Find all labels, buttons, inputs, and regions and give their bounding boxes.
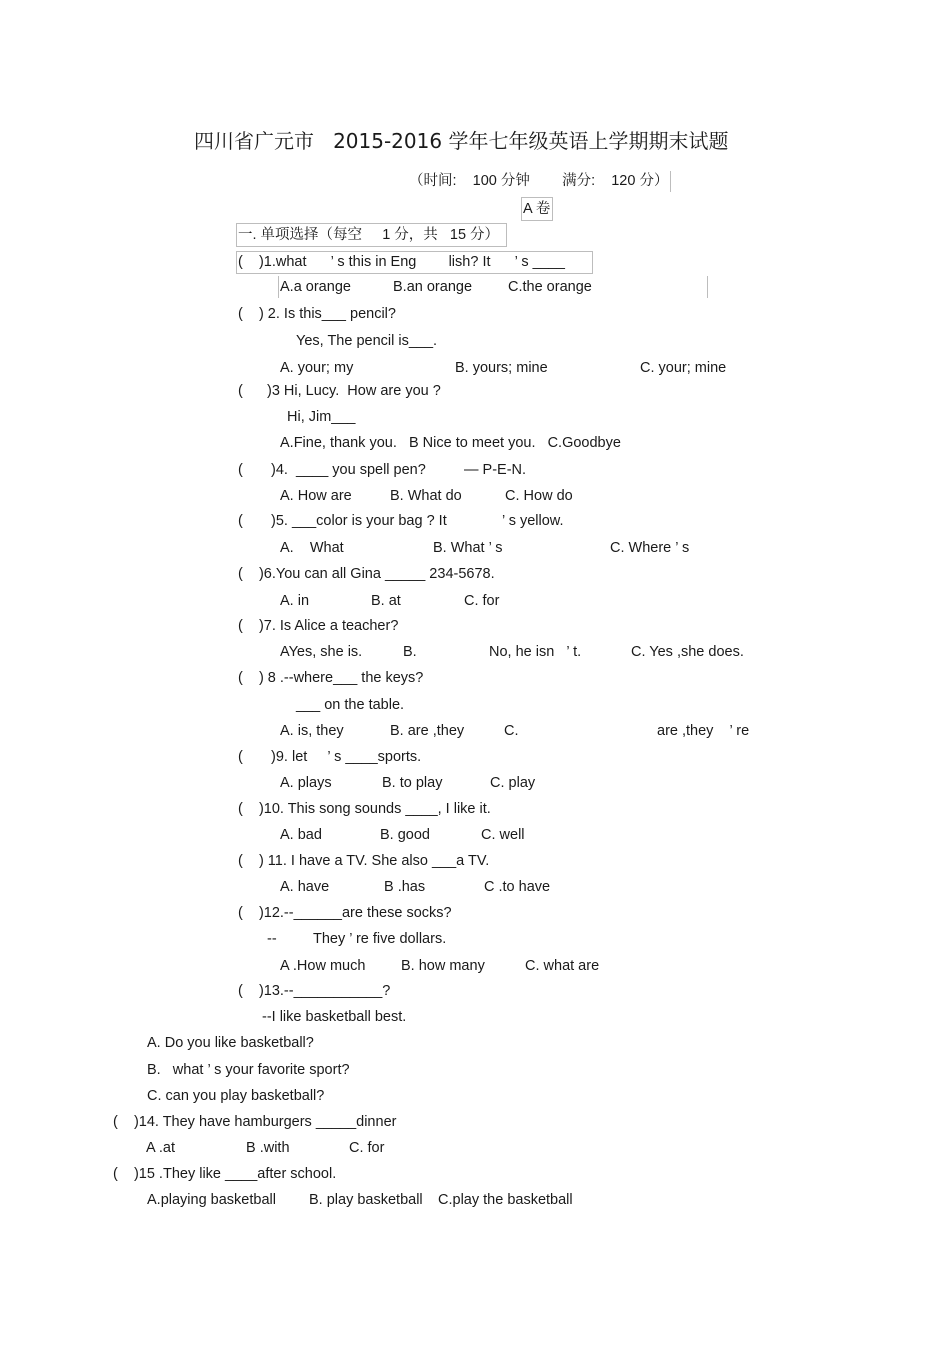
q4-stem: ( )4. ____ you spell pen?	[238, 462, 426, 478]
q8-reply: ___ on the table.	[296, 697, 405, 713]
q13-option-a: A. Do you like basketball?	[147, 1035, 314, 1051]
q12-stem: ( )12.--______are these socks?	[238, 905, 452, 921]
q5-option-c: C. Where ’ s	[610, 540, 690, 556]
section-heading: 一. 单项选择（每空 1 分，共 15 分）	[238, 227, 500, 243]
q1-option-a: A.a orange	[280, 279, 351, 295]
q2-stem: ( ) 2. Is this___ pencil?	[238, 306, 396, 322]
q12-option-a: A .How much	[280, 958, 366, 974]
q7-option-b-text: No, he isn ’ t.	[489, 644, 582, 660]
q5-stem-tail: ’ s yellow.	[502, 513, 564, 529]
q2-reply: Yes, The pencil is___.	[296, 333, 438, 349]
q4-option-c: C. How do	[505, 488, 573, 504]
q7-stem: ( )7. Is Alice a teacher?	[238, 618, 399, 634]
q8-option-a: A. is, they	[280, 723, 344, 739]
q13-option-c: C. can you play basketball?	[147, 1088, 325, 1104]
q10-option-a: A. bad	[280, 827, 322, 843]
q13-reply: --I like basketball best.	[262, 1009, 407, 1025]
q6-option-a: A. in	[280, 593, 310, 609]
q11-stem: ( ) 11. I have a TV. She also ___a TV.	[238, 853, 490, 869]
q14-option-b: B .with	[246, 1140, 290, 1156]
q2-option-b: B. yours; mine	[455, 360, 548, 376]
q4-option-a: A. How are	[280, 488, 352, 504]
q7-option-c: C. Yes ,she does.	[631, 644, 744, 660]
q13-option-b: B. what ’ s your favorite sport?	[147, 1062, 350, 1078]
q6-stem: ( )6.You can all Gina _____ 234-5678.	[238, 566, 495, 582]
divider	[670, 171, 671, 192]
page-title: 四川省广元市 2015-2016 学年七年级英语上学期期末试题	[194, 129, 729, 153]
q3-stem: ( )3 Hi, Lucy. How are you ?	[238, 383, 441, 399]
q6-option-c: C. for	[464, 593, 500, 609]
q14-option-c: C. for	[349, 1140, 385, 1156]
q2-option-c: C. your; mine	[640, 360, 727, 376]
q4-option-b: B. What do	[390, 488, 462, 504]
q8-stem: ( ) 8 .--where___ the keys?	[238, 670, 424, 686]
q3-reply: Hi, Jim___	[287, 409, 356, 425]
q5-option-a: A. What	[280, 540, 344, 556]
q4-reply: — P-E-N.	[464, 462, 527, 478]
volume-label: A 卷	[523, 201, 551, 217]
q8-option-c: C.	[504, 723, 519, 739]
q6-option-b: B. at	[371, 593, 401, 609]
q7-option-b: B.	[403, 644, 417, 660]
q9-option-b: B. to play	[382, 775, 443, 791]
q12-dash: --	[267, 931, 277, 947]
q12-option-c: C. what are	[525, 958, 600, 974]
q11-option-a: A. have	[280, 879, 330, 895]
q11-option-b: B .has	[384, 879, 426, 895]
q9-option-c: C. play	[490, 775, 536, 791]
q8-option-b: B. are ,they	[390, 723, 465, 739]
q11-option-c: C .to have	[484, 879, 551, 895]
q15-option-c: C.play the basketball	[438, 1192, 573, 1208]
q10-option-c: C. well	[481, 827, 525, 843]
q10-option-b: B. good	[380, 827, 430, 843]
q1-stem: ( )1.what ’ s this in Eng lish? It ’ s ____	[238, 254, 565, 270]
q12-reply: They ’ re five dollars.	[313, 931, 447, 947]
q9-option-a: A. plays	[280, 775, 332, 791]
q7-option-a: AYes, she is.	[280, 644, 363, 660]
q1-option-c: C.the orange	[508, 279, 592, 295]
q1-option-b: B.an orange	[393, 279, 473, 295]
q2-option-a: A. your; my	[280, 360, 354, 376]
q10-stem: ( )10. This song sounds ____, I like it.	[238, 801, 491, 817]
q14-stem: ( )14. They have hamburgers _____dinner	[113, 1114, 397, 1130]
q15-stem: ( )15 .They like ____after school.	[113, 1166, 337, 1182]
q13-stem: ( )13.--___________?	[238, 983, 391, 999]
q14-option-a: A .at	[146, 1140, 176, 1156]
exam-time-info: （时间: 100 分钟 满分: 120 分）	[409, 173, 669, 189]
q15-option-b: B. play basketball	[309, 1192, 423, 1208]
q9-stem: ( )9. let ’ s ____sports.	[238, 749, 422, 765]
q3-options: A.Fine, thank you. B Nice to meet you. C.Goodbye	[280, 435, 621, 451]
q8-option-c-text: are ,they ’ re	[657, 723, 750, 739]
q5-stem: ( )5. ___color is your bag ? It	[238, 513, 447, 529]
q5-option-b: B. What ’ s	[433, 540, 503, 556]
q15-option-a: A.playing basketball	[147, 1192, 276, 1208]
q12-option-b: B. how many	[401, 958, 485, 974]
